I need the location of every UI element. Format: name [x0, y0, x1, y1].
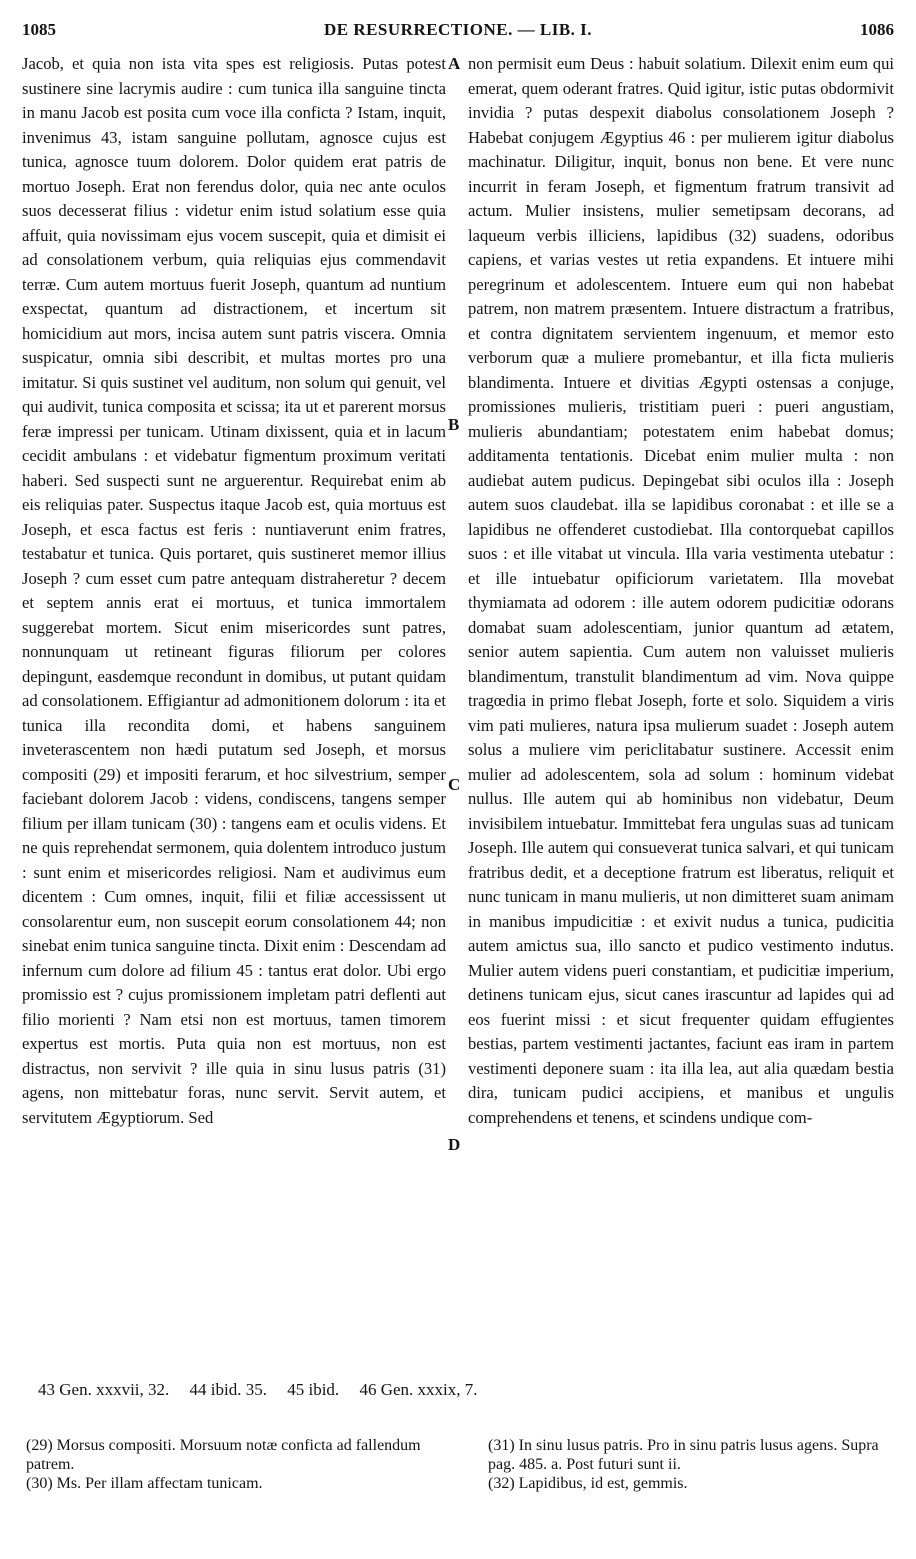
right-column-text: non permisit eum Deus : habuit solatium. Dilexit enim eum qui emerat, quem oderant fratres. Quid igitur, istic putas obdormivit invidia ? putas despexit diabolus consolationem Joseph ? Habebat conjugem Ægyptius 46 : per mulierem igitur diabolus machinatur. Diligitur, inquit, bonus non bene. Et vere nunc incurrit in feram Joseph, et figmentum fratrum transivit ad actum. Mulier insistens, mulier semetipsam decorans, ad laqueum verbis illiciens, lapidibus (32) suadens, odoribus capiens, et varias vestes ut retia expandens. Et intuere mihi peregrinum et adolescentem. Intuere eum qui non habebat patrem, non matrem præsentem. Intuere distractum a fratribus, et contra dignitatem servientem ingenuum, et memor esto verborum quæ a muliere promebantur, et illa ficta mulieris blandimenta. Intuere et divitias Ægypti ostensas a conjuge, promissiones mulieris, tristitiam pueri : pueri angustiam, mulieris abundantiam; potestatem enim habebat domus; additamenta tentationis. Dicebat enim mulier multa : non audiebat autem pudicus. Depingebat sibi oculos illa : Joseph autem suos claudebat. illa se lapidibus coronabat : et ille se a lapidibus ne offenderet custodiebat. Illa contorquebat capillos suos : et ille vitabat ut vincula. Illa varia vestimenta utebatur : et ille intuebatur opificiorum varietatem. Illa movebat thymiamata ad odorem : ille autem odorem pudicitiæ odorans domabat suam adolescentiam, junior quantum ad ætatem, senior autem sapientia. Cum autem non valuisset mulieris blandimentum, transtulit blandimentum ad vim. Nova quippe tragœdia in primo flebat Joseph, forte et solo. Siquidem a viris vim pati mulieres, natura ipsa mulierum suadet : Joseph autem solus a muliere vim periclitabatur sustinere. Accessit enim mulier ad adolescentem, sola ad solum : hominum videbat nullus. Ille autem qui ab hominibus non videbatur, Deum invisibilem intuebatur. Immittebat fera ungulas suas ad tunicam Joseph. Ille autem qui consueverat tunica salvari, et qui tunicam fratribus dedit, et a deceptione fratrum est liberatus, reliquit et nunc tunicam in manu mulieris, ut non dimitteret suam animam in manibus impudicitiæ : et exivit nudus a tunica, pudicitia autem amictus sua, illo sancto et pudico vestimento indutus. Mulier autem videns pueri constantiam, et pudicitiæ imperium, detinens tunicam ejus, sicut canes irascuntur ad lapides qui ad eos fuerint missi : et sicut frequenter quidam effugientes bestias, partem vestimenti jactantes, faciunt eas iram in partem vestimenti deponere suam : ita illa lea, aut alia quædam bestia dira, tunicam pudici accipiens, et manibus et ungulis comprehendens et tenens, et scindens undique com-	[468, 54, 894, 1127]
scripture-ref: 46 Gen. xxxix, 7.	[359, 1380, 478, 1399]
right-text-column	[468, 52, 894, 1130]
scripture-ref: 44 ibid. 35.	[189, 1380, 267, 1399]
footnote-30: (30) Ms. Per illam affectam tunicam.	[26, 1475, 263, 1492]
scripture-ref: 45 ibid.	[287, 1380, 340, 1399]
footnote-32: (32) Lapidibus, id est, gemmis.	[488, 1475, 688, 1492]
running-title: DE RESURRECTIONE. — LIB. I.	[323, 20, 593, 39]
footnotes-left	[26, 1436, 446, 1493]
footnote-29: (29) Morsus compositi. Morsuum notæ conficta ad fallendum patrem.	[26, 1437, 421, 1473]
margin-letter-d: D	[448, 1135, 461, 1154]
left-text-column	[22, 52, 446, 1130]
left-column-text: Jacob, et quia non ista vita spes est religiosis. Putas potest sustinere sine lacrymis audire : cum tunica illa sanguine tincta in manu Jacob est posita cum voce illa conficta ? Istam, inquit, invenimus 43, istam sanguine pollutam, agnosce cujus est tunica, agnosce tuum dolorem. Dolor quidem erat patris de mortuo Joseph. Erat non ferendus dolor, quia nec ante oculos suos decesserat filius : videtur enim istud solatium esse quia affuit, quia novissimam ejus vocem suscepit, quia et dimisit ei ad consolationem verbum, quia reliquias ejus commendavit terræ. Cum autem mortuus fuerit Joseph, quantum ad nuntium exspectat, quantum ad distractionem, et incertum sit homicidium aut mors, incisa autem sunt patris viscera. Omnia suspicatur, omnia sibi describit, et multas mortes pro una imitatur. Si quis sustinet vel auditum, non solum qui genuit, vel qui audivit, tunica composita et scissa; ita ut et parerent morsus feræ impressi per tunicam. Utinam dixissent, quia et in lacum cecidit ambulans : et videbatur figmentum proximum veritati haberi. Sed suspecti sunt ne arguerentur. Requirebat enim ab eis reliquias pater. Suspectus itaque Jacob est, quia mortuus est Joseph, et esca factus est feris : nuntiaverunt enim fratres, testabatur et tunica. Quis portaret, quis sustineret memor illius Joseph ? cum esset cum patre antequam distraheretur ? decem et septem annis erat ei mortuus, et tunica immortalem suggerebat mortem. Sicut enim misericordes sunt patres, nonnunquam ut retineant figuras filiorum per colores depingunt, easdemque recondunt in domibus, ut putant quidam ad consolationem. Effigiantur ad admonitionem dolorum : ita et tunica illa recondita domi, et habens sanguinem inveterascentem non hædi putatum sed Joseph, et morsus compositi (29) et impositi ferarum, et hoc silvestrium, semper faciebant dolorem Jacob : videns, condiscens, tangens semper filium per illam tunicam (30) : tangens eam et oculis videns. Et ne quis reprehendat sermonem, quia dolentem introduco justum : sunt enim et misericordes religiosi. Nam et audivimus eum dicentem : Cum omnes, inquit, filii et filiæ accessissent ut consolarentur eum, non suscepit eorum consolationem 44; non sinebat enim tunica sanguine tincta. Dixit enim : Descendam ad infernum cum dolore ad filium 45 : tantus erat dolor. Ubi ergo promissio est ? cujus promissionem impletam patri deflenti aut filio morienti ? Nam etsi non est mortuus, tamen timorem expertus est mortis. Puta quia non est mortuus, non est distractus, non servivit ? ille quia in sinu lusus patris (31) agens, non mittebatur foras, nunc servit. Servit autem, et servitutem Ægyptiorum. Sed	[22, 54, 446, 1127]
margin-letter-b: B	[448, 415, 460, 434]
footnotes-right	[488, 1436, 898, 1493]
footnote-31: (31) In sinu lusus patris. Pro in sinu patris lusus agens. Supra pag. 485. a. Post futuri sunt ii.	[488, 1437, 879, 1473]
margin-letter-c: C	[448, 775, 461, 794]
page-number-right: 1086	[860, 20, 894, 39]
margin-letter-a: A	[448, 54, 461, 73]
running-header	[22, 20, 894, 50]
scripture-ref: 43 Gen. xxxvii, 32.	[38, 1380, 170, 1399]
page-number-left: 1085	[22, 20, 56, 39]
scripture-references	[38, 1380, 898, 1400]
